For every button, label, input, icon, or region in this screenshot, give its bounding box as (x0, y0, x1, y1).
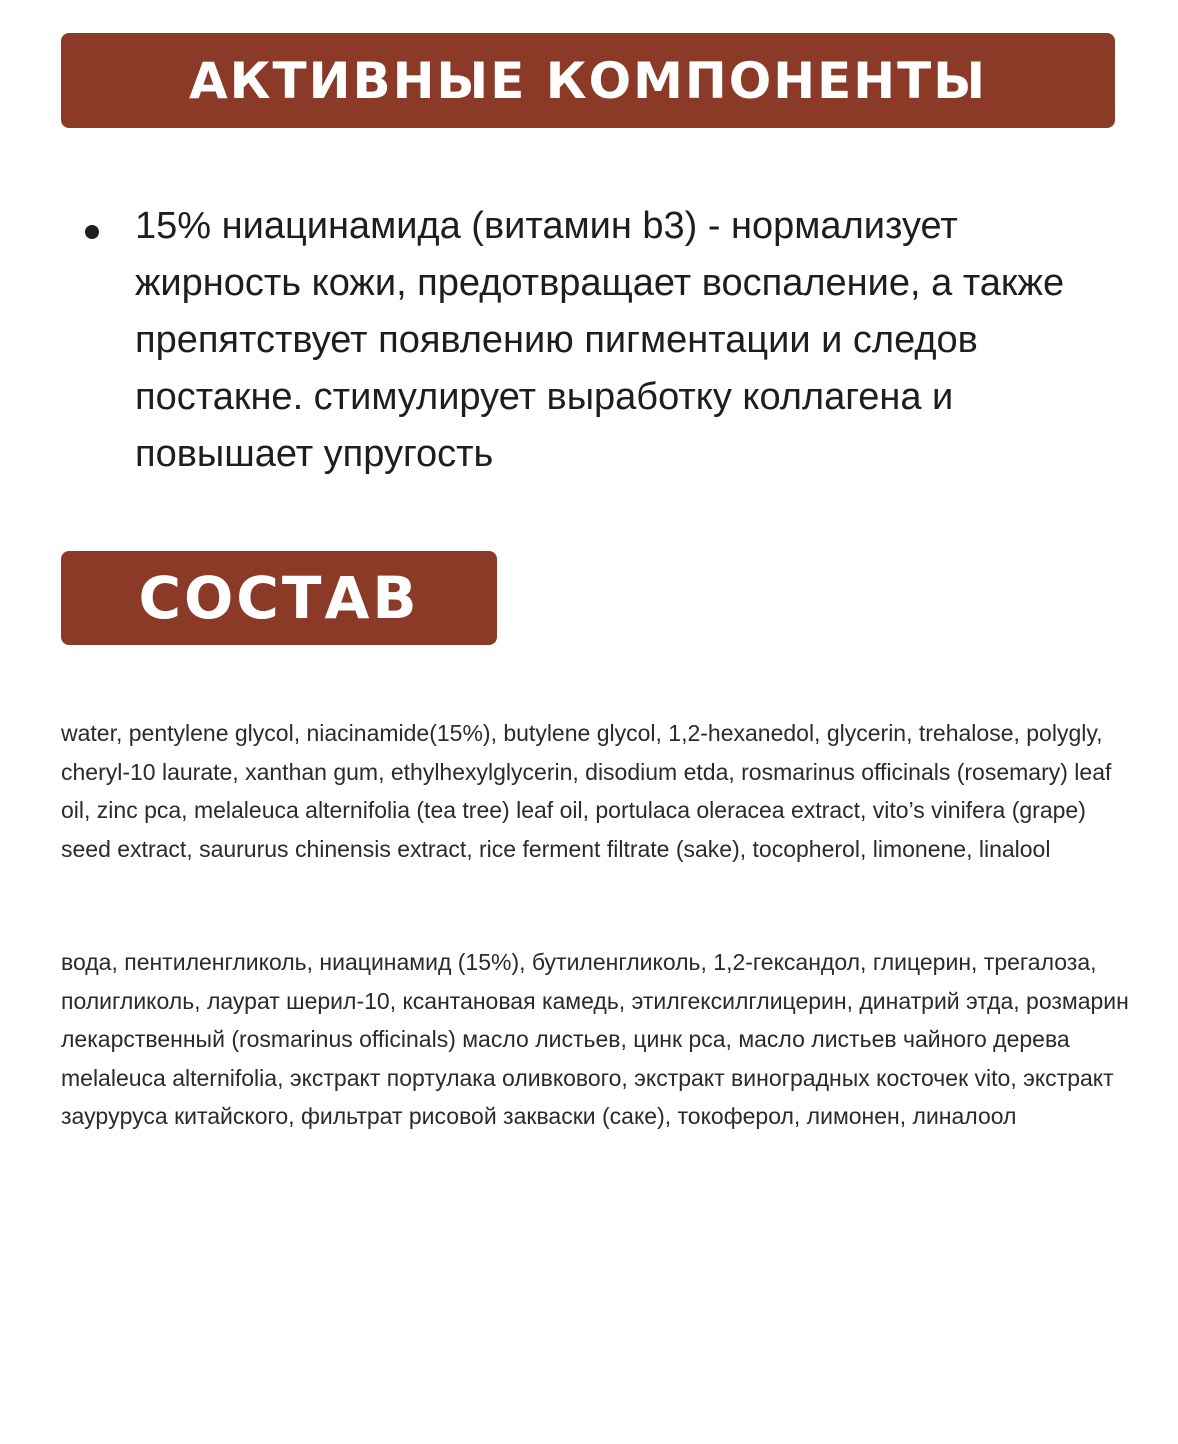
active-component-item (85, 198, 1125, 483)
composition-banner (61, 551, 497, 645)
active-component-text: 15% ниацинамида (витамин b3) - нормализует жирность кожи, предотвращает воспаление, а также препятствует появлению пигментации и следов постакне. стимулирует выработку коллагена и повышает упругость (135, 205, 1065, 475)
active-components-banner (61, 33, 1115, 128)
ingredients-russian: вода, пентиленгликоль, ниацинамид (15%), бутиленгликоль, 1,2-гександол, глицерин, трегалоза, полигликоль, лаурат шерил-10, ксантановая камедь, этилгексилглицерин, динатрий этда, розмарин лекарственный (rosmarinus officinals) масло листьев, цинк pca, масло листьев чайного дерева melaleuca alternifolia, экстракт портулака оливкового, экстракт виноградных косточек vito, экстракт заурyруса китайского, фильтрат рисовой закваски (саке), токоферол, лимонен, линалоол (61, 949, 1129, 1129)
ingredients-english: water, pentylene glycol, niacinamide(15%), butylene glycol, 1,2-hexanedol, glycerin, trehalose, polygly, cheryl-10 laurate, xanthan gum, ethylhexylglycerin, disodium etda, rosmarinus officinals (rosemary) leaf oil, zinc pca, melaleuca alternifolia (tea tree) leaf oil, portulaca oleracea extract, vito’s vinifera (grape) seed extract, saururus chinensis extract, rice ferment filtrate (sake), tocopherol, limonene, linalool (61, 720, 1112, 862)
composition-title: СОСТАВ (138, 564, 420, 632)
active-components-title: АКТИВНЫЕ КОМПОНЕНТЫ (188, 51, 988, 110)
bullet-icon (85, 225, 99, 239)
